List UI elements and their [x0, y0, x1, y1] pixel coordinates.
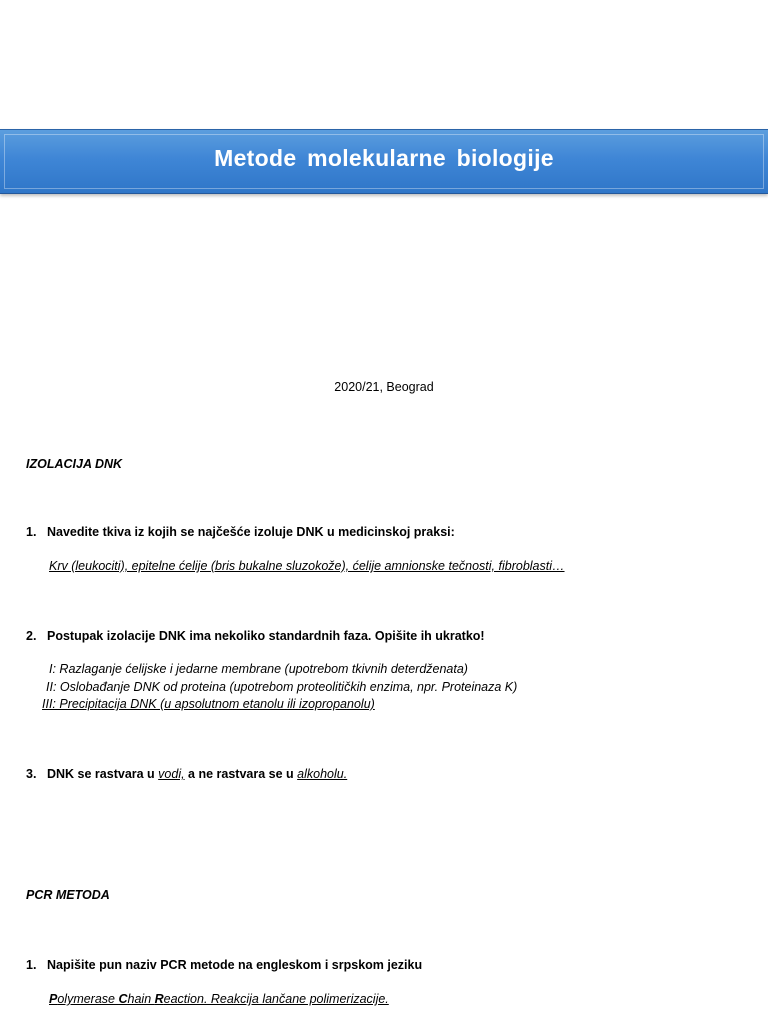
answer-text: [49, 992, 389, 1006]
question-text-part-2: a ne rastvara se u: [184, 767, 298, 781]
question-text: Navedite tkiva iz kojih se najčešće izoluje DNK u medicinskoj praksi:: [47, 525, 455, 539]
question-number: 3.: [26, 767, 37, 781]
question-text-part-1: Napišite pun naziv: [47, 958, 161, 972]
question-number: 1.: [26, 958, 37, 972]
answer-line-2: II: Oslobađanje DNK od proteina (upotrebom proteolitičkih enzima, npr. Proteinaza K): [46, 680, 518, 694]
question-number: 1.: [26, 525, 37, 539]
fill-in-answer-2: alkoholu.: [297, 767, 348, 781]
answer-fragment: eaction. Reakcija lančane polimerizacije.: [163, 992, 389, 1006]
acronym-letter-r: R: [154, 992, 164, 1006]
question-text-part-2: metode na engleskom i srpskom jeziku: [186, 958, 423, 972]
question-number: 2.: [26, 629, 37, 643]
answer-line-1: I: Razlaganje ćelijske i jedarne membrane (upotrebom tkivnih deterdženata): [49, 662, 468, 676]
acronym-letter-p: P: [49, 992, 58, 1006]
section-heading-pcr-method: PCR METODA: [26, 888, 110, 902]
question-text-part-1: DNK se rastvara u: [47, 767, 159, 781]
question-text: Postupak izolacije DNK ima nekoliko standardnih faza. Opišite ih ukratko!: [47, 629, 485, 643]
answer-fragment: olymerase: [57, 992, 119, 1006]
answer-text: Krv (leukociti), epitelne ćelije (bris bukalne sluzokože), ćelije amnionske tečnosti, fibroblasti…: [49, 559, 565, 573]
fill-in-answer-1: vodi,: [158, 767, 185, 781]
subtitle-date-location: 2020/21, Beograd: [334, 380, 434, 394]
section-heading-dna-isolation: IZOLACIJA DNK: [26, 457, 123, 471]
answer-line-3: III: Precipitacija DNK (u apsolutnom etanolu ili izopropanolu): [42, 697, 375, 711]
acronym-letter-c: C: [118, 992, 128, 1006]
question-text: [47, 958, 422, 972]
page-title: Metode molekularne biologije: [214, 145, 554, 171]
answer-fragment: hain: [127, 992, 155, 1006]
question-text: [47, 767, 347, 781]
question-text-bold: PCR: [160, 958, 187, 972]
